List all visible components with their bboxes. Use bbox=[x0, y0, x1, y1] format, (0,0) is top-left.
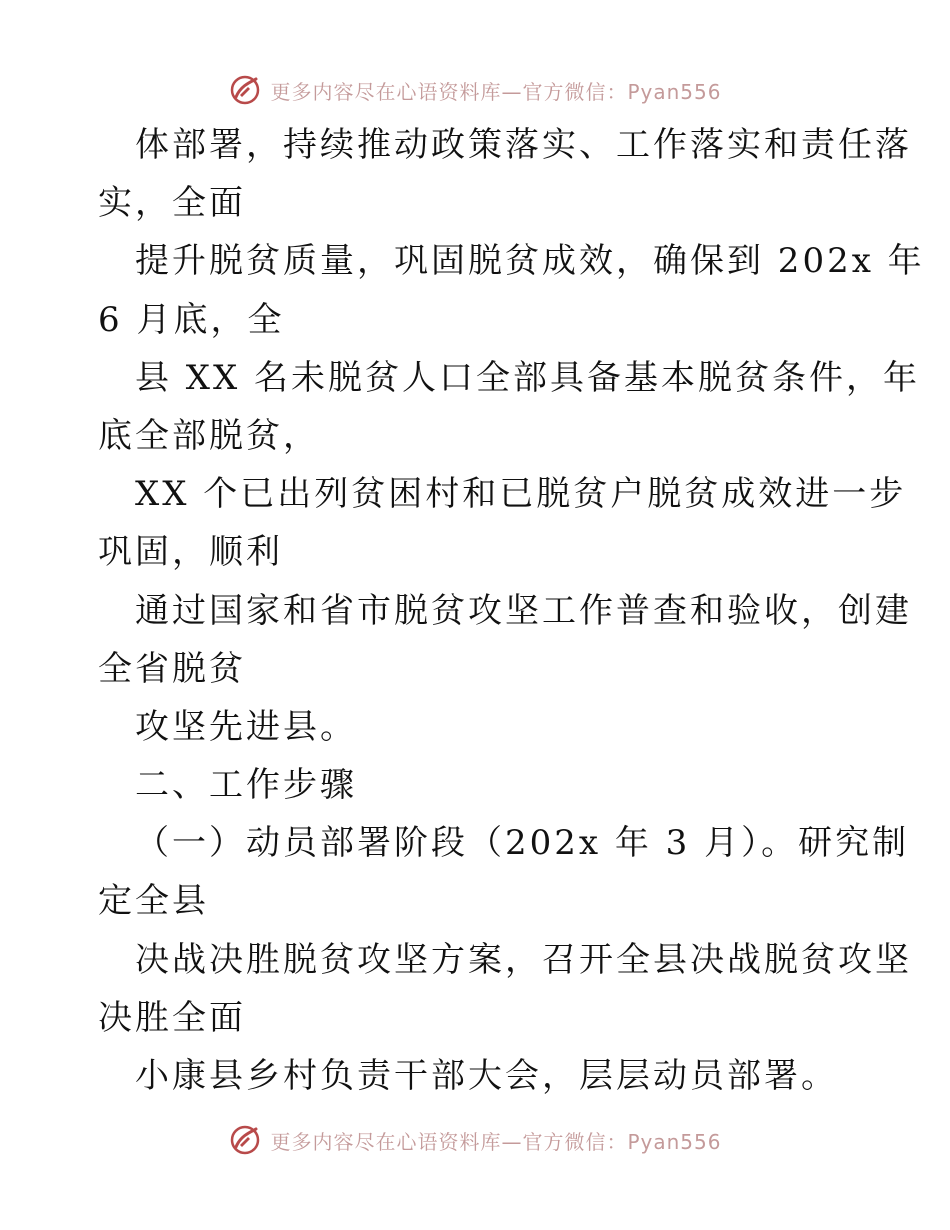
text-line: 决战决胜脱贫攻坚方案，召开全县决战脱贫攻坚 bbox=[135, 939, 912, 980]
text-line: 攻坚先进县。 bbox=[135, 706, 357, 747]
text-line: 实，全面 bbox=[98, 183, 246, 224]
header-banner bbox=[0, 70, 950, 110]
text-line: 小康县乡村负责干部大会，层层动员部署。 bbox=[135, 1056, 838, 1096]
document-body bbox=[98, 116, 925, 1105]
text-line: （一）动员部署阶段（202x 年 3 月）。研究制 bbox=[135, 823, 910, 864]
text-line: 底全部脱贫， bbox=[98, 415, 320, 456]
text-line: 全省脱贫 bbox=[98, 648, 246, 689]
text-line: 通过国家和省市脱贫攻坚工作普查和验收，创建 bbox=[135, 590, 912, 631]
header-banner-text: 更多内容尽在心语资料库—官方微信：Pyan556 bbox=[270, 79, 722, 104]
pen-swirl-logo-icon bbox=[228, 73, 262, 107]
footer-banner bbox=[0, 1120, 950, 1160]
footer-banner-text: 更多内容尽在心语资料库—官方微信：Pyan556 bbox=[270, 1129, 722, 1154]
text-line: 体部署，持续推动政策落实、工作落实和责任落 bbox=[135, 125, 912, 165]
pen-swirl-logo-icon bbox=[228, 1123, 262, 1157]
text-line: XX 个已出列贫困村和已脱贫户脱贫成效进一步 bbox=[135, 474, 907, 515]
footer-banner-content bbox=[228, 1123, 721, 1157]
text-line: 决胜全面 bbox=[98, 997, 246, 1038]
text-line: 巩固，顺利 bbox=[98, 532, 283, 573]
text-line: 提升脱贫质量，巩固脱贫成效，确保到 202x 年 bbox=[135, 241, 925, 282]
text-line: 定全县 bbox=[98, 881, 209, 922]
text-line: 6 月底，全 bbox=[98, 299, 285, 340]
header-banner-content bbox=[228, 73, 721, 107]
text-line: 县 XX 名未脱贫人口全部具备基本脱贫条件，年 bbox=[135, 357, 921, 398]
section-heading: 二、工作步骤 bbox=[135, 765, 357, 806]
